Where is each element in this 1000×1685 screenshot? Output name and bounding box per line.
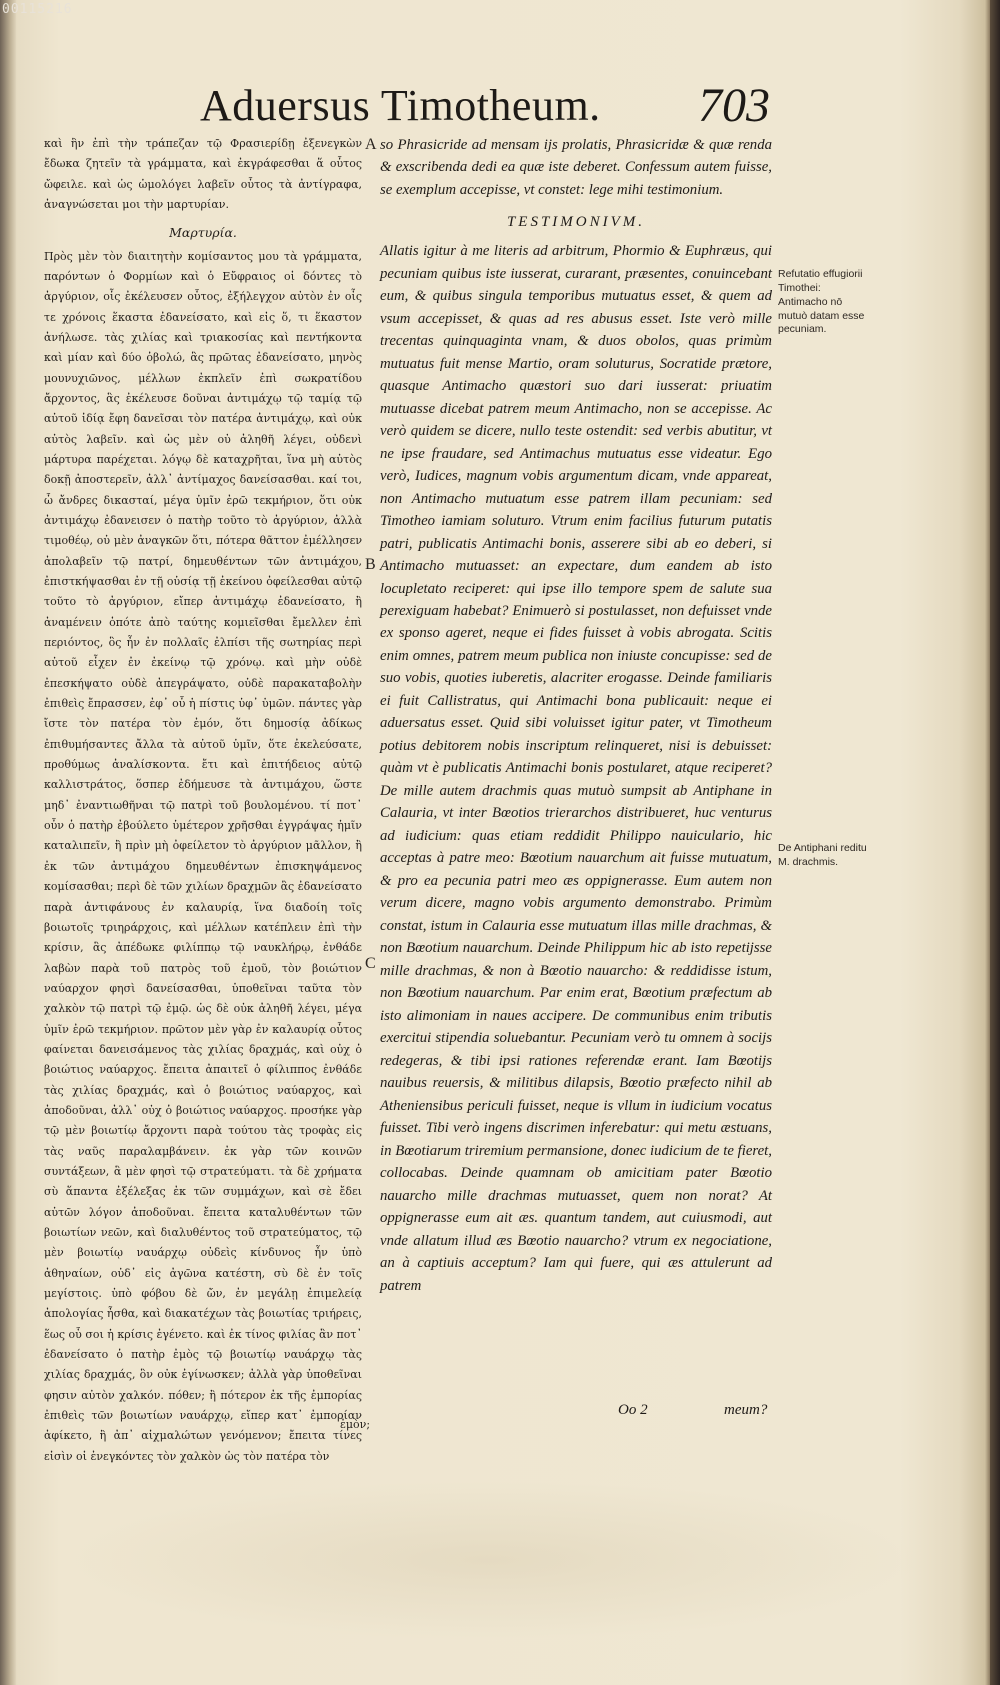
greek-section-title: Μαρτυρία. (169, 225, 237, 241)
catchword-greek: ἐμὸν; (340, 1418, 371, 1431)
latin-section-title: TESTIMONIVM. (506, 214, 646, 231)
signature-mark: Oo 2 (618, 1402, 648, 1418)
book-spine-shadow (990, 0, 1000, 1685)
margin-note-antiphani: De Antiphani reditu M. drachmis. (778, 842, 867, 868)
running-title: Aduersus Timotheum. (200, 81, 601, 130)
catchword-latin: meum? (724, 1402, 768, 1418)
page-number: 703 (698, 79, 770, 132)
margin-note-refutatio: Refutatio effugiorii Timothei: Antimacho nō mutuò datam esse pecuniam. (778, 268, 865, 336)
section-letter-b: B (365, 556, 376, 573)
page-gutter-shadow (0, 0, 16, 1685)
greek-opening-paragraph: καὶ ἣν ἐπὶ τὴν τράπεζαν τῷ Φρασιερίδῃ ἐξενεγκὼν ἔδωκα ζητεῖν τὰ γράμματα, καὶ ἐκγράφεσθαι ἅ οὗτος ὤφειλε. καὶ ὡς ὡμολόγει λαβεῖν οὗτος τὰ ἀντίγραφα, ἀναγνώσεται μοι τὴν μαρτυρίαν. (44, 137, 362, 212)
latin-opening-paragraph: so Phrasicride ad mensam ijs prolatis, Phrasicridæ & quæ renda & exscribenda dedi ea quæ iste deberet. Confessum autem fuisse, se exemplum accepisse, vt constet: lege mihi testimonium. (380, 137, 772, 198)
section-letter-c: C (365, 955, 376, 972)
section-letter-a: A (365, 136, 377, 153)
paper-stain (60, 1480, 920, 1640)
latin-text-column (380, 134, 772, 1424)
latin-body-paragraph: Allatis igitur à me literis ad arbitrum, Phormio & Euphræus, qui pecuniam quibus iste iusserat, curarant, præsentes, conuincebant eum, & quibus singula temporibus mutuatus esset, & quem ad vsum accepisset, & quas ad res abusus esset. Iste verò mille trecentas quinquaginta vnam, & duos obolos, quas primùm mutuatus fuit mense Martio, oram soluturus, Socratide prætore, quasque Antimacho quæstori suo dari iusserat: priuatim mutuasse dicebat patrem meum Antimacho, non se accepisse. Ac verò quidem se dicere, nullo teste ostendit: sed verbis abutitur, vt ne ipse fraudare, sed Antimachus mutuatus esse videatur. Ego verò, Iudices, magnum vobis argumentum dicam, vnde appareat, non Antimacho mutuatum esse patrem illam pecuniam: sed Timotheo iamiam soluturo. Vtrum enim facilius futurum putatis patri, publicatis Antimachi bonis, asserere sibi ab eo deberi, si Antimacho mutuasset: an expectare, dum eandem ab isto locupletato reciperet: qui ipse illo tempore spem de salute sua perexiguam habebat? Enimuerò si postulasset, non defuisset vnde ex sponso ageret, neque ei fides fuisset à vobis abrogata. Scitis enim omnes, patrem meum publica non iniuste concupisse: sed de suo vobis, quoties iuberetis, alacriter erogasse. Deinde familiaris ei fuit Callistratus, qui Antimachi bona publicauit: neque ei aduersatus esset. Quid sibi voluisset igitur pater, vt Timotheum potius debitorem nobis inscriptum relinqueret, nisi is debuisset: quàm vt è publicatis Antimachi bonis postularet, atque reciperet? De mille autem drachmis quas mutuò sumpsit ab Antiphane in Calauria, vt inter Bœotios trierarchos distribueret, huc venturus ad iudicium: quas etiam reddidit Philippo nauiculario, hic acceptas à patre meo: Bœotium nauarchum ait fuisse mutuatum, & pro ea pecunia patri meo æs oppignerasse. Eum autem non verum dicere, magno vobis argumento demonstrabo. Primùm constat, istum in Calauria esse mutuatum illas mille drachmas, & non Bœotium nauarchum. Deinde Philippum hic ab isto repetijsse mille drachmas, & non à Bœotio nauarcho: & reddidisse istum, non Bœotium nauarchum. Par enim erat, Bœotium præfectum ab isto alimoniam in naues accipere. De communibus enim tributis exercitui stipendia soluebantur. Pecuniam verò tu omnem à socijs redegeras, & tibi ipsi rationes referendæ erant. Iam Bœotijs nauibus reuersis, & militibus dilapsis, Bœotio præfecto nihil ab Atheniensibus periculi fuisset, neque is vllum in iudicium vocatus fuisset. Tibi verò ingens discrimen inferebatur: qui metu æstuans, in Bœotiarum triremium permansione, donec iudicium de te fieret, collocabas. Deinde quamnam ob amicitiam pater Bœotio nauarcho mille drachmas mutuasset, quem non norat? At oppignerasse eum ait æs. quantum tandem, aut cuiusmodi, aut vnde allatum illud æs Bœotio nauarcho? vtrum ex negociatione, an à captiuis acceptum? Iam qui fuere, qui æs attulerunt ad patrem (380, 243, 772, 1294)
greek-body-paragraph: Πρὸς μὲν τὸν διαιτητὴν κομίσαντος μου τὰ γράμματα, παρόντων ὁ Φορμίων καὶ ὁ Εὔφραιος οἱ δόντες τὸ ἀργύριον, οἷς ἐκέλευσεν οὗτος, ἐξήλεγχον αὐτὸν ἐν οἷς τε χρόνοις ἕκαστα ἐδανείσατο, καὶ εἰς ὅ, τι ἕκαστον ἀνήλωσε. τὰς χιλίας καὶ τριακοσίας καὶ πεντήκοντα καὶ μίαν καὶ δύο ὀβολώ, ἃς πρῶτας ἐδανείσατο, μηνὸς μουνυχιῶνος, μέλλων ἐκπλεῖν ἐπὶ σωκρατίδου ἄρχοντος, ἃς ἐκέλευσε δοῦναι ἀντιμάχῳ τῷ ταμίᾳ τῷ αὐτοῦ ἰδίᾳ ἔφη δανεῖσαι τὸν πατέρα ἀντιμάχῳ, καὶ οὐκ αὐτὸς λαβεῖν. καὶ ὡς μὲν οὐ ἀληθῆ λέγει, οὐδενὶ μάρτυρα παρέχεται. λόγῳ δὲ καταχρῆται, ἵνα μὴ αὐτὸς δοκῇ ἀποστερεῖν, ἀλλ᾽ ἀντίμαχος δανείσασθαι. καί τοι, ὦ ἄνδρες δικασταί, μέγα ὑμῖν ἐρῶ τεκμήριον, ὅτι οὐκ ἀντιμάχῳ ἐδανεισεν ὁ πατὴρ τοῦτο τὸ ἀργύριον, ἀλλὰ τιμοθέῳ, οὐ μὲν ἀναγκῶν ὅτι, πότερα θᾶττον ἐμέλλησεν ἀπολαβεῖν τῷ πατρί, δημευθέντων τῶν ἀντιμάχου, ἐπιστκήψασθαι ἐν τῇ οὐσίᾳ τῇ ἐκείνου ὀφείλεσθαι αὐτῷ τοῦτο τὸ ἀργύριον, εἴπερ ἀντιμάχῳ ἐδανείσατο, ἢ ἀναμένειν ὁπότε ἀπὸ ταύτης κομιεῖσθαι ἔμελλεν ἐπὶ περιόντος, ὃς ἦν ἐν πολλαῖς ἐλπίσι τῆς σωτηρίας περὶ αὐτοῦ εἶχεν ἐν ἐκείνῳ τῷ χρόνῳ. καὶ μὴν οὐδὲ ἐπεσκήψατο οὐδὲ ἀπεγράψατο, οὐδὲ παρακαταβολὴν ἐπιθεὶς ἔπρασσεν, ἐφ᾽ οὗ ἡ πίστις ὑφ᾽ ὑμῶν. πάντες γὰρ ἴστε τὸν πατέρα τὸν ἐμόν, ὅτι δημοσίᾳ ἀδίκως ἐπιθυμήσαντες ἄλλα τὰ αὐτοῦ ὑμῖν, ὅτε ἐκελεύσατε, προθύμως ἀναλίσκοντα. ἔτι καὶ ἐπιτήδειος αὐτῷ καλλιστράτος, ὅσπερ ἐδήμευσε τὰ ἀντιμάχου, ὥστε μηδ᾽ ἐναντιωθῆναι τῷ πατρὶ τοῦ βουλομένου. τί ποτ᾽ οὖν ὁ πατὴρ ἐβούλετο ὑμέτερον χρῆσθαι ἐγγράψας ἡμῖν καταλιπεῖν, ἢ πρὶν μὴ ὀφείλετον τὸ ἀργύριον μᾶλλον, ἢ ἐκ τῶν ἀντιμάχου δημευθέντων ἐπισκηψάμενος κομίσασθαι; περὶ δὲ τῶν χιλίων δραχμῶν ἃς ἐδανείσατο παρὰ ἀντιφάνους ἐν καλαυρίᾳ, ἵνα διαδοίη τοῖς βοιωτοῖς τριηράρχοις, καὶ μέλλων κατέπλειν ἐπὶ τὴν κρίσιν, ἃς ἀπέδωκε φιλίππῳ τῷ ναυκλήρῳ, ἐνθάδε λαβὼν παρὰ τοῦ πατρὸς τοῦ ἐμοῦ, τὸν βοιώτιον ναύαρχον φησὶ δανείσασθαι, ὑποθεῖναι ταῦτα τὸν χαλκὸν τῷ πατρὶ τῷ ἐμῷ. ὡς δὲ οὐκ ἀληθῆ λέγει, μέγα ὑμῖν ἐρῶ τεκμήριον. πρῶτον μὲν γὰρ ἐν καλαυρίᾳ οὗτος φαίνεται δανεισάμενος τὰς χιλίας δραχμάς, καὶ οὐχ ὁ βοιώτιος ναύαρχος. ἔπειτα ἀπαιτεῖ ὁ φίλιππος ἐνθάδε τὰς χιλίας δραχμάς, καὶ ὁ βοιώτιος ναύαρχος, καὶ ἀποδοῦναι, ἀλλ᾽ οὐχ ὁ βοιώτιος ναύαρχος. προσήκε γὰρ τῷ μὲν βοιωτίῳ ἄρχοντι παρὰ τούτου τὰς τροφὰς εἰς τὰς ναῦς παραλαμβάνειν. ἐκ γὰρ τῶν κοινῶν συντάξεων, ἃ μὲν φησὶ τῷ στρατεύματι. τὰ δὲ χρήματα σὺ ἅπαντα ἐξέλεξας ἐκ τῶν συμμάχων, καὶ σὲ ἔδει αὐτῶν λόγον ἀποδοῦναι. ἔπειτα καταλυθέντων τῶν βοιωτίων νεῶν, καὶ διαλυθέντος τοῦ στρατεύματος, τῷ μὲν βοιωτίῳ ναυάρχῳ οὐδεὶς κίνδυνος ἦν ὑπὸ ἀθηναίων, οὐδ᾽ εἰς ἀγῶνα κατέστη, σὺ δὲ ἐν τοῖς μεγίστοις. ὑπὸ φόβου δὲ ὤν, ἐν μεγάλῃ ἐπιμελείᾳ ἀπολογίας ἦσθα, καὶ διακατέχων τὰς βοιωτίας τριήρεις, ἕως οὗ σοι ἡ κρίσις ἐγένετο. καὶ ἐκ τίνος φιλίας ἂν ποτ᾽ ἐδανείσατο ὁ πατὴρ ἐμὸς τῷ βοιωτίῳ ναυάρχῳ τὰς χιλίας δραχμάς, ὃν οὐκ ἐγίνωσκεν; ἀλλὰ γὰρ ὑποθεῖναι φησιν αὐτὸν χαλκόν. πόθεν; ἢ πότερον ἐκ τῆς ἐμπορίας ἐπιθεὶς τῶν βοιωτίων ναυάρχῳ, εἴπερ κατ᾽ ἐμπορίαν ἀφίκετο, ἢ ἀπ᾽ αἰχμαλώτων γενόμενον; ἔπειτα τίνες εἰσὶν οἱ ἐνεγκόντες τὸν χαλκὸν ὡς τὸν πατέρα τὸν (44, 249, 362, 1463)
scan-identifier: 00115216 (2, 2, 73, 17)
